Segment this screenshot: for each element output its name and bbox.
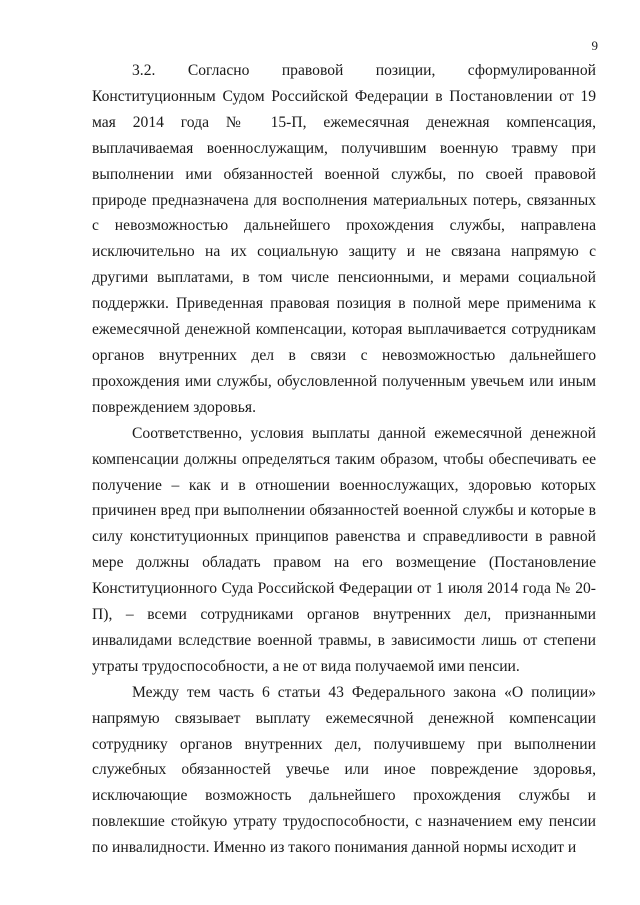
paragraph: Соответственно, условия выплаты данной ежемесячной денежной компенсации должны определяться таким образом, чтобы обеспечивать ее получение – как и в отношении военнослужащих, здоровью которых причинен вред при выполнении обязанностей военной службы и которые в силу конституционных принципов равенства и справедливости в равной мере должны обладать правом на его возмещение (Постановление Конституционного Суда Российской Федерации от 1 июля 2014 года № 20-П), – всеми сотрудниками органов внутренних дел, признанными инвалидами вследствие военной травмы, в зависимости лишь от степени утраты трудоспособности, а не от вида получаемой ими пенсии.: [92, 424, 596, 675]
paragraph: Между тем часть 6 статьи 43 Федерального закона «О полиции» напрямую связывает выплату ежемесячной денежной компенсации сотруднику органов внутренних дел, получившему при выполнении служебных обязанностей увечье или иное повреждение здоровья, исключающие возможность дальнейшего прохождения службы и повлекшие стойкую утрату трудоспособности, с назначением ему пенсии по инвалидности. Именно из такого понимания данной нормы исходит и: [92, 683, 596, 857]
paragraph: 3.2. Согласно правовой позиции, сформулированной Конституционным Судом Российской Федерации в Постановлении от 19 мая 2014 года № 15-П, ежемесячная денежная компенсация, выплачиваемая военнослужащим, получившим военную травму при выполнении ими обязанностей военной службы, по своей правовой природе предназначена для восполнения материальных потерь, связанных с невозможностью дальнейшего прохождения службы, направлена исключительно на их социальную защиту и не связана напрямую с другими выплатами, в том числе пенсионными, и мерами социальной поддержки. Приведенная правовая позиция в полной мере применима к ежемесячной денежной компенсации, которая выплачивается сотрудникам органов внутренних дел в связи с невозможностью дальнейшего прохождения ими службы, обусловленной полученным увечьем или иным повреждением здоровья.: [92, 62, 596, 416]
page-number: 9: [591, 38, 598, 53]
document-body: [92, 58, 596, 861]
